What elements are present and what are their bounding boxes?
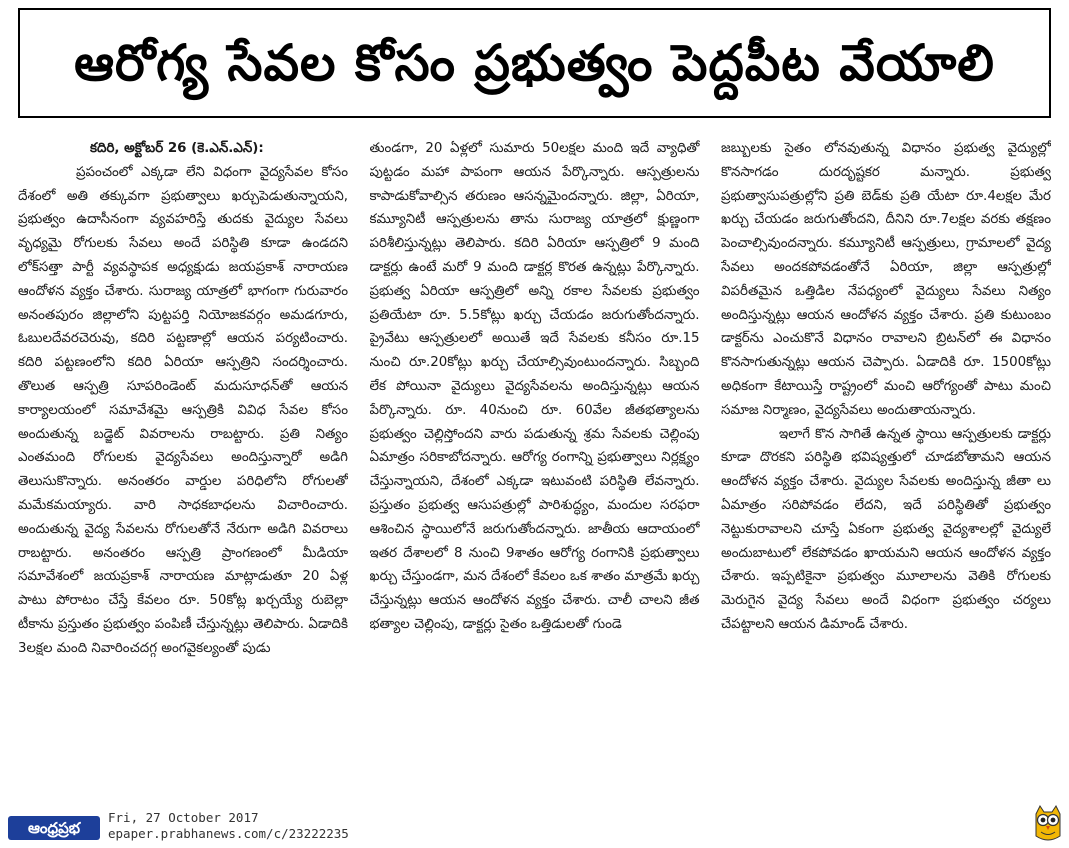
article-paragraph: ఇలాగే కొన సాగితే ఉన్నత స్థాయి ఆస్పత్రులకు డాక్టర్లు కూడా దొరకని పరిస్థితి భవిష్యత్తులో చూడబోతామని ఆయన ఆందోళన వ్యక్తం చేశారు. వైద్యుల సేవలకు అందిస్తున్న జీతా లు ఏమాత్రం సరిపోవడం లేదని, ఇదే పరిస్థితితో ప్రభుత్వం నెట్టుకురావాలని చూస్తే ఏకంగా ప్రభుత్వ వైద్యశాలల్లో వైద్యులే అందుబాటులో లేకపోవడం ఖాయమని ఆయన ఆందోళన వ్యక్తం చేశారు. ఇప్పటికైనా ప్రభుత్వం మూలాలను వెతికి రోగులకు మెరుగైన వైద్య సేవలు అందే విధంగా ప్రభుత్వం చర్యలు చేపట్టాలని ఆయన డిమాండ్ చేశారు. <box>721 426 1051 632</box>
owl-mascot-icon <box>1032 804 1064 842</box>
article-body <box>18 137 1051 797</box>
page-footer <box>0 800 1069 848</box>
article-dateline: కదిరి, అక్టోబర్ 26 (కె.ఎన్.ఎన్): <box>90 141 264 156</box>
article-column-2 <box>370 137 700 797</box>
article-paragraph: జబ్బులకు సైతం లోనవుతున్న విధానం ప్రభుత్వ వైద్యుల్లో కొనసాగడం దురదృష్టకర మన్నారు. ప్రభుత్వ ప్రభుత్వాసుపత్రుల్లోని ప్రతి బెడ్‌కు ప్రతి యేటా రూ.4లక్షల మేర ఖర్చు చేయడం జరుగుతోందని, దీనిని రూ.7లక్షల వరకు తక్షణం పెంచాల్సివుందన్నారు. కమ్యూనిటీ ఆస్పత్రులు, గ్రామాలలో వైద్య సేవలు అందకపోవడంతోనే ఏరియా, జిల్లా ఆస్పత్రుల్లో విపరీతమైన ఒత్తిడిల నేపధ్యంలో వైద్యులు సేవలు నిత్యం అందిస్తున్నట్లు ఆయన ఆందోళన వ్యక్తం చేశారు. ప్రతి కుటుంబం డాక్టర్‌ను ఎంచుకొనే విధానం రావాలని బ్రిటన్‌లో ఈ విధానం కొనసాగుతున్నట్లు ఆయన చెప్పారు. ఏడాదికి రూ. 1500కోట్లు అధికంగా కేటాయిస్తే రాష్ట్రంలో మంచి ఆరోగ్యంతో పాటు మంచి సమాజ నిర్మాణం, వైద్యసేవలు అందుతాయన్నారు. <box>721 141 1051 418</box>
article-headline: ఆరోగ్య సేవల కోసం ప్రభుత్వం పెద్దపీట వేయాలి <box>18 8 1051 118</box>
article-paragraph: తుండగా, 20 ఏళ్లలో సుమారు 50లక్షల మంది ఇదే వ్యాధితో పుట్టడం మహా పాపంగా ఆయన పేర్కొన్నారు. ఆస్పత్రులను కాపాడుకోవాల్సిన తరుణం ఆసన్నమైందన్నారు. జిల్లా, ఏరియా, కమ్యూనిటీ ఆస్పత్రులను తాను సురాజ్య యాత్రలో క్షుణ్ణంగా పరిశీలిస్తున్నట్లు తెలిపారు. కదిరి ఏరియా ఆస్పత్రిలో 9 మంది డాక్టర్లు ఉంటే మరో 9 మంది డాక్టర్ల కొరత ఉన్నట్లు పేర్కొన్నారు. ప్రభుత్వ ఏరియా ఆస్పత్రిలో అన్ని రకాల సేవలకు ప్రభుత్వం ప్రతియేటా రూ. 5.5కోట్లు ఖర్చు చేయడం జరుగుతోందన్నారు. ప్రైవేటు ఆస్పత్రులలో అయితే ఇదే సేవలకు కనీసం రూ.15 నుంచి రూ.20కోట్లు ఖర్చు చేయాల్సివుంటుందన్నారు. సిబ్బంది లేక పోయినా వైద్యులు వైద్యసేవలను అందిస్తున్నట్లు ఆయన పేర్కొన్నారు. రూ. 40నుంచి రూ. 60వేల జీతభత్యాలను ప్రభుత్వం చెల్లిస్తోందని వారు పడుతున్న శ్రమ సేవలకు చెల్లింపు ఏమాత్రం సరికాబోదన్నారు. ఆరోగ్య రంగాన్ని ప్రభుత్వాలు నిర్లక్ష్యం చేస్తున్నాయని, దేశంలో ఎక్కడా ఇటువంటి పరిస్థితి లేవన్నారు. ప్రస్తుతం ప్రభుత్వ ఆసుపత్రుల్లో పారిశుద్ధ్యం, మందుల సరఫరా ఆశించిన స్థాయిలోనే జరుగుతోందన్నారు. జాతీయ ఆదాయంలో ఇతర దేశాలలో 8 నుంచి 9శాతం ఆరోగ్య రంగానికి ప్రభుత్వాలు ఖర్చు చేస్తుండగా, మన దేశంలో కేవలం ఒక శాతం మాత్రమే ఖర్చు చేస్తున్నట్లు ఆయన ఆందోళన వ్యక్తం చేశారు. చాలీ చాలని జీత భత్యాల చెల్లింపు, డాక్టర్లు సైతం ఒత్తిడులతో గుండె <box>369 141 700 632</box>
article-column-3 <box>721 137 1051 797</box>
article-paragraph: ప్రపంచంలో ఎక్కడా లేని విధంగా వైద్యసేవల కోసం దేశంలో అతి తక్కువగా ప్రభుత్వాలు ఖర్చుపెడుతున్నాయని, ప్రభుత్వం ఉదాసీనంగా వ్యవహరిస్తే తుదకు వైద్యుల సేవలు వృధ్యమై రోగులకు సేవలు అందే పరిస్థితి కూడా ఉండదని లోక్‌సత్తా పార్టీ వ్యవస్థాపక అధ్యక్షుడు జయప్రకాశ్ నారాయణ ఆందోళన వ్యక్తం చేశారు. సురాజ్య యాత్రలో భాగంగా గురువారం అనంతపురం జిల్లాలోని పుట్టపర్తి నియోజకవర్గం అమడగూరు, ఓబులదేవరచెరువు, కదిరి పట్టణాల్లో ఆయన పర్యటించారు. కదిరి పట్టణంలోని కదిరి ఏరియా ఆస్పత్రిని సందర్శించారు. తొలుత ఆస్పత్రి సూపరిండెంట్ మదుసూధన్‌తో ఆయన కార్యాలయంలో సమావేశమై ఆస్పత్రికి వివిధ సేవల కోసం అందుతున్న బడ్జెట్ వివరాలను రాబట్టారు. ప్రతి నిత్యం ఎంతమంది రోగులకు వైద్యసేవలు అందిస్తున్నారో అడిగి తెలుసుకొన్నారు. అనంతరం వార్డుల పరిధిలోని రోగులతో మమేకమయ్యారు. వారి సాధకబాధలను విచారించారు. అందుతున్న వైద్య సేవలను రోగులతోనే నేరుగా అడిగి వివరాలు రాబట్టారు. అనంతరం ఆస్పత్రి ప్రాంగణంలో మీడియా సమావేశంలో జయప్రకాశ్ నారాయణ మాట్లాడుతూ 20 ఏళ్ల పాటు పోరాటం చేస్తే కేవలం రూ. 50కోట్ల ఖర్చయ్యే రుబెల్లా టీకాను ప్రస్తుతం ప్రభుత్వం పంపిణీ చేస్తున్నట్లు తెలిపారు. ఏడాదికి 3లక్షల మంది నివారించదగ్గ అంగవైకల్యంతో పుడు <box>18 164 348 656</box>
brand-logo[interactable]: ఆంధ్రప్రభ <box>8 816 100 840</box>
edition-date: Fri, 27 October 2017 <box>108 810 259 825</box>
article-column-1 <box>18 137 348 797</box>
epaper-link[interactable]: epaper.prabhanews.com/c/23222235 <box>108 826 349 841</box>
